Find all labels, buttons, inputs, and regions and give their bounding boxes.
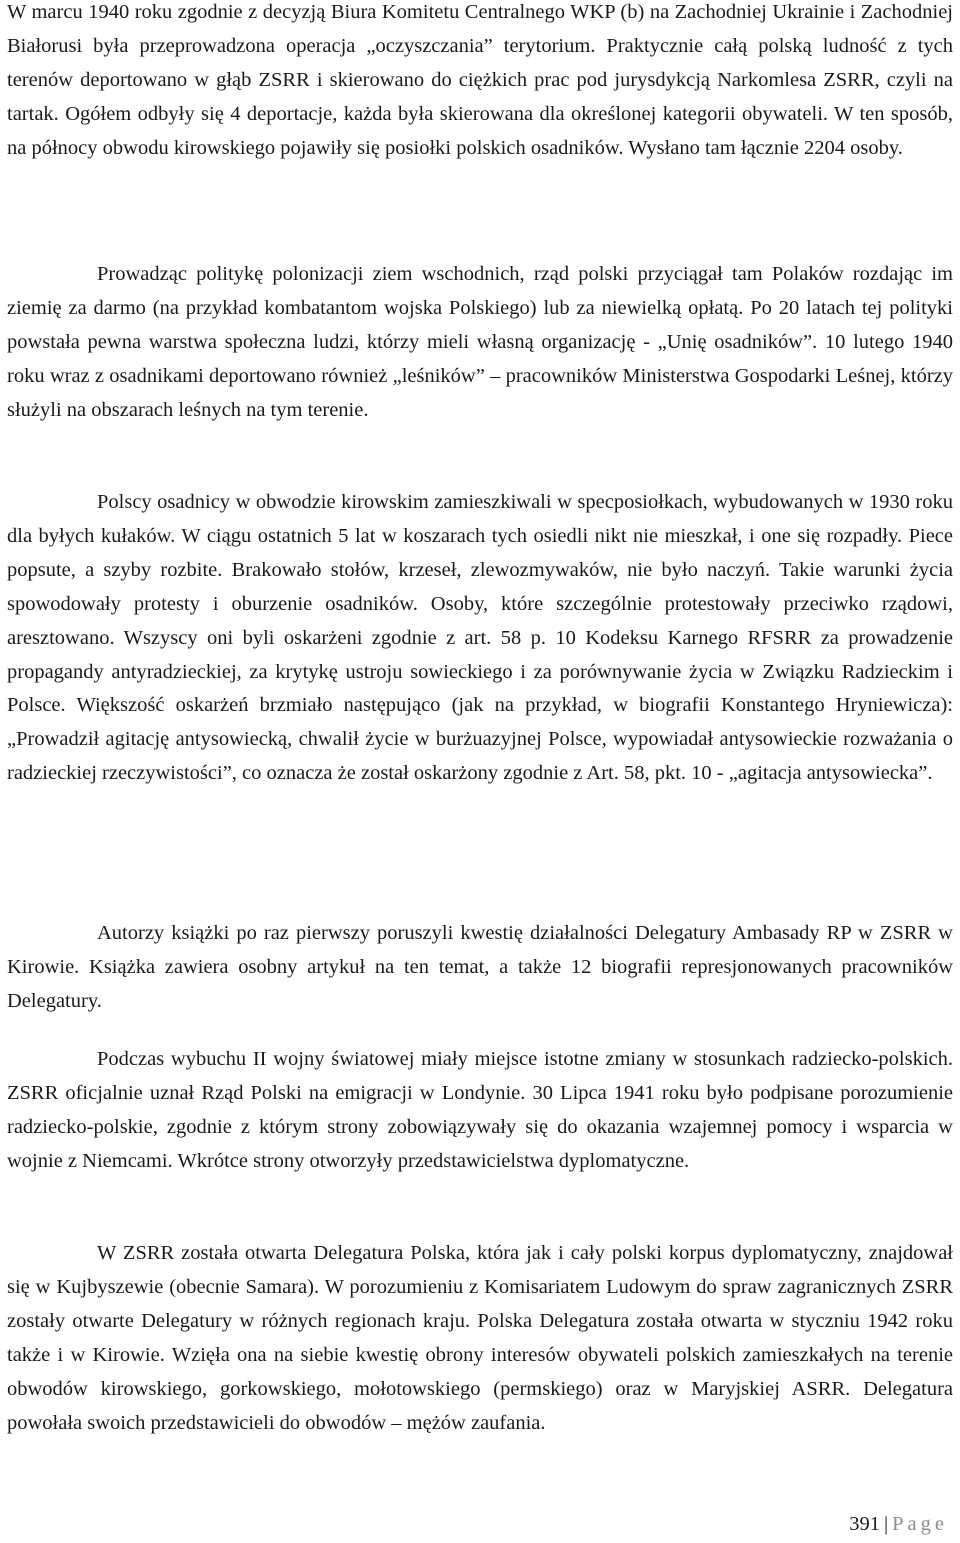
paragraph-deportations: W marcu 1940 roku zgodnie z decyzją Biura Komitetu Centralnego WKP (b) na Zachodniej Ukrainie i Zachodniej Białorusi była przeprowadzona operacja „oczyszczania” terytorium. Praktycznie całą polską ludność z tych terenów deportowano w głąb ZSRR i skierowano do ciężkich prac pod jurysdykcją Narkomlesa ZSRR, czyli na tartak. Ogółem odbyły się 4 deportacje, każda była skierowana dla określonej kategorii obywateli. W ten sposób, na północy obwodu kirowskiego pojawiły się posiołki polskich osadników. Wysłano tam łącznie 2204 osoby. [7, 1, 953, 159]
page-label: Page [892, 1513, 948, 1535]
paragraph-polonization-policy: Prowadząc politykę polonizacji ziem wschodnich, rząd polski przyciągał tam Polaków rozdając im ziemię za darmo (na przykład kombatantom wojska Polskiego) lub za niewielką opłatą. Po 20 latach tej polityki powstała pewna warstwa społeczna ludzi, którzy mieli własną organizację - „Unię osadników”. 10 lutego 1940 roku wraz z osadnikami deportowano również „leśników” – pracowników Ministerstwa Gospodarki Leśnej, którzy służyli na obszarach leśnych na tym terenie. [7, 263, 953, 421]
page-number: 391 [849, 1513, 881, 1535]
paragraph-book-authors: Autorzy książki po raz pierwszy poruszyli kwestię działalności Delegatury Ambasady RP w ZSRR w Kirowie. Książka zawiera osobny artykuł na ten temat, a także 12 biografii represjonowanych pracowników Delegatury. [7, 922, 953, 1012]
paragraph-delegation-opened: W ZSRR została otwarta Delegatura Polska, która jak i cały polski korpus dyplomatyczny, znajdował się w Kujbyszewie (obecnie Samara). W porozumieniu z Komisariatem Ludowym do spraw zagranicznych ZSRR zostały otwarte Delegatury w różnych regionach kraju. Polska Delegatura została otwarta w styczniu 1942 roku także i w Kirowie. Wzięła ona na siebie kwestię obrony interesów obywateli polskich zamieszkałych na terenie obwodów kirowskiego, gorkowskiego, mołotowskiego (permskiego) oraz w Maryjskiej ASRR. Delegatura powołała swoich przedstawicieli do obwodów – mężów zaufania. [7, 1242, 953, 1434]
footer-separator: | [884, 1513, 889, 1535]
paragraph-wwii-relations: Podczas wybuchu II wojny światowej miały miejsce istotne zmiany w stosunkach radziecko-polskich. ZSRR oficjalnie uznał Rząd Polski na emigracji w Londynie. 30 Lipca 1941 roku było podpisane porozumienie radziecko-polskie, zgodnie z którym strony zobowiązywały się do okazania wzajemnej pomocy i wsparcia w wojnie z Niemcami. Wkrótce strony otworzyły przedstawicielstwa dyplomatyczne. [7, 1048, 953, 1172]
page-footer [849, 1510, 948, 1538]
paragraph-settler-conditions: Polscy osadnicy w obwodzie kirowskim zamieszkiwali w specposiołkach, wybudowanych w 1930 roku dla byłych kułaków. W ciągu ostatnich 5 lat w koszarach tych osiedli nikt nie mieszkał, i one się rozpadły. Piece popsute, a szyby rozbite. Brakowało stołów, krzeseł, zlewozmywaków, nie było naczyń. Takie warunki życia spowodowały protesty i oburzenie osadników. Osoby, które szczególnie protestowały przeciwko rządowi, aresztowano. Wszyscy oni byli oskarżeni zgodnie z art. 58 p. 10 Kodeksu Karnego RFSRR za prowadzenie propagandy antyradzieckiej, za krytykę ustroju sowieckiego i za porównywanie życia w Związku Radzieckim i Polsce. Większość oskarżeń brzmiało następująco (jak na przykład, w biografii Konstantego Hryniewicza): „Prowadził agitację antysowiecką, chwalił życie w burżuazyjnej Polsce, wypowiadał antysowieckie rozważania o radzieckiej rzeczywistości”, co oznacza że został oskarżony zgodnie z Art. 58, pkt. 10 - „agitacja antysowiecka”. [7, 491, 953, 785]
